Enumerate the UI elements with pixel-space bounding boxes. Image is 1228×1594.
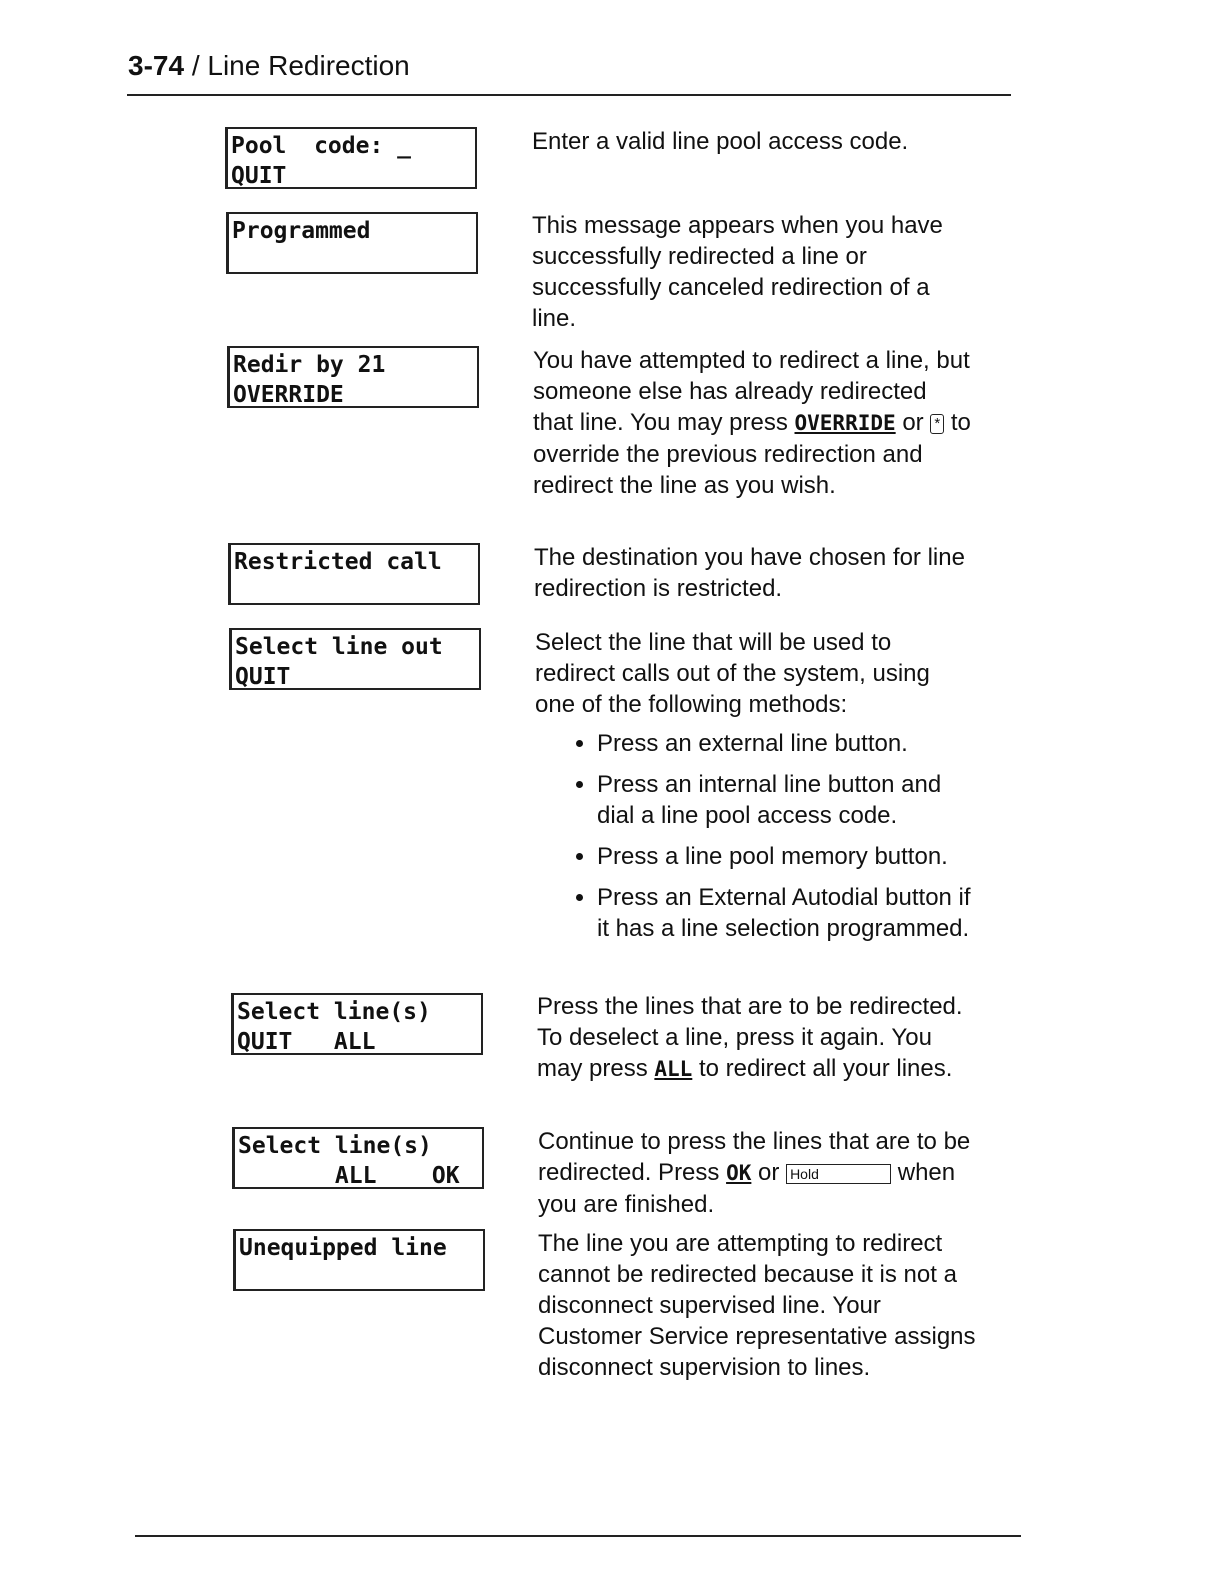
description-text: Press the lines that are to be redirected. To deselect a line, press it again. You may press: [537, 993, 963, 1082]
footer-rule: [135, 1535, 1021, 1537]
description-text: The destination you have chosen for line redirection is restricted.: [534, 544, 965, 602]
or-text: or: [895, 409, 931, 436]
page-header: [128, 50, 410, 82]
description-text: to override the previous redirection and redirect the line as you wish.: [533, 409, 971, 499]
display-line: OVERRIDE: [233, 382, 344, 408]
display-line: Select line out: [235, 634, 443, 660]
display-pool-code: [225, 127, 477, 189]
display-unequipped-line: [233, 1229, 485, 1291]
description-text: The line you are attempting to redirect cannot be redirected because it is not a disconnect supervised line. Your Customer Service representative assigns disconnect supervision to lines.: [538, 1230, 976, 1381]
description-select-line-out: [535, 627, 975, 954]
display-redir-by: [227, 346, 479, 408]
display-line: QUIT: [235, 664, 291, 690]
method-list: [535, 728, 975, 944]
description-select-lines: [537, 991, 977, 1085]
or-text: or: [751, 1159, 787, 1186]
all-softkey: ALL: [654, 1057, 693, 1081]
description-text: Enter a valid line pool access code.: [532, 128, 909, 155]
list-item: • Press a line pool memory button.: [597, 841, 975, 872]
description-text: Continue to press the lines that are to be redirected. Press: [538, 1128, 971, 1186]
display-select-lines: [231, 993, 483, 1055]
list-item: • Press an External Autodial button if it has a line selection programmed.: [597, 882, 975, 944]
description-redir-by: [533, 345, 973, 501]
star-key-icon: *: [930, 414, 944, 434]
display-line: Select line(s): [237, 999, 431, 1025]
display-line: QUIT ALL: [237, 1029, 376, 1055]
display-programmed: [226, 212, 478, 274]
description-pool-code: [532, 126, 972, 157]
display-line: Restricted call: [234, 549, 442, 575]
display-line: Select line(s): [238, 1133, 432, 1159]
description-text: You have attempted to redirect a line, but someone else has already redirected that line. You may press: [533, 347, 970, 436]
description-text: Select the line that will be used to redirect calls out of the system, using one of the following methods:: [535, 629, 930, 718]
section-title: Line Redirection: [207, 50, 410, 81]
header-rule: [127, 94, 1011, 96]
display-restricted-call: [228, 543, 480, 605]
ok-softkey: OK: [726, 1161, 752, 1185]
header-separator: /: [184, 50, 208, 81]
display-line: ALL OK: [238, 1163, 460, 1189]
description-text: to redirect all your lines.: [692, 1055, 953, 1082]
description-restricted-call: [534, 542, 974, 604]
display-line: Pool code: _: [231, 133, 412, 159]
description-text: This message appears when you have successfully redirected a line or successfully canceled redirection of a line.: [532, 212, 943, 332]
hold-key-icon: Hold: [786, 1164, 891, 1184]
list-item: • Press an internal line button and dial a line pool access code.: [597, 769, 975, 831]
display-line: QUIT: [231, 163, 287, 189]
description-programmed: [532, 210, 972, 334]
display-select-lines-ok: [232, 1127, 484, 1189]
display-line: Redir by 21: [233, 352, 386, 378]
override-softkey: OVERRIDE: [794, 411, 896, 435]
page-number: 3-74: [128, 50, 185, 81]
display-line: Programmed: [232, 218, 371, 244]
description-text: when you are finished.: [538, 1159, 956, 1218]
description-select-lines-ok: [538, 1126, 978, 1220]
display-select-line-out: [229, 628, 481, 690]
display-line: Unequipped line: [239, 1235, 447, 1261]
description-unequipped-line: [538, 1228, 978, 1383]
list-item: • Press an external line button.: [597, 728, 975, 759]
